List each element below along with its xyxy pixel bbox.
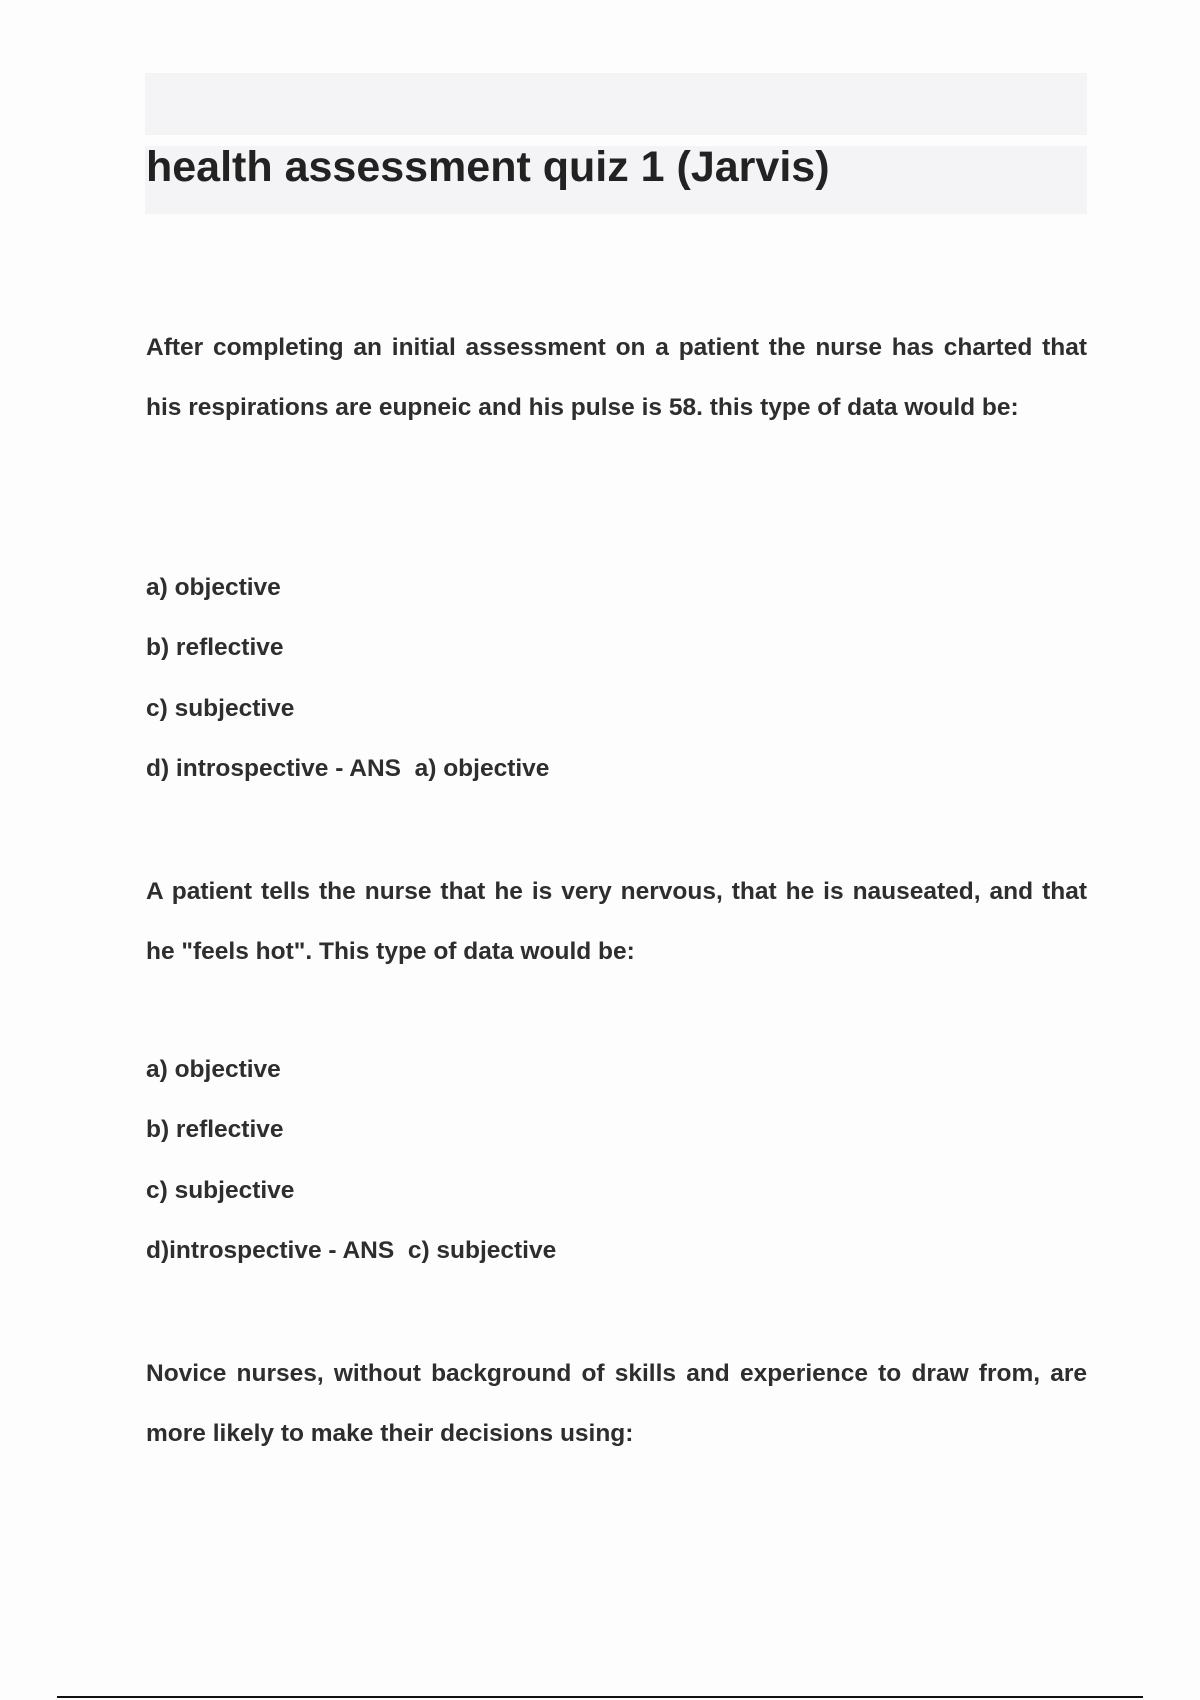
question-3-text: Novice nurses, without background of skills and experience to draw from, are more likely to make their decisions using:	[146, 1360, 1087, 1447]
question-1-text: After completing an initial assessment on a patient the nurse has charted that his respirations are eupneic and his pulse is 58. this type of data would be:	[146, 334, 1087, 421]
question-2-option-a: a) objective	[146, 1056, 281, 1083]
question-2-option-c: c) subjective	[146, 1177, 295, 1204]
question-2-text: A patient tells the nurse that he is very nervous, that he is nauseated, and that he "feels hot". This type of data would be:	[146, 878, 1087, 965]
question-2-option-b: b) reflective	[146, 1116, 284, 1143]
question-1-option-a: a) objective	[146, 574, 281, 601]
question-1-option-c: c) subjective	[146, 695, 295, 722]
question-1-option-d-answer: d) introspective - ANS a) objective	[146, 755, 550, 782]
header-band	[145, 73, 1087, 135]
question-1-option-b: b) reflective	[146, 634, 284, 661]
document-title: health assessment quiz 1 (Jarvis)	[146, 143, 830, 191]
question-2-option-d-answer: d)introspective - ANS c) subjective	[146, 1237, 557, 1264]
page-bottom-rule	[57, 1696, 1143, 1698]
